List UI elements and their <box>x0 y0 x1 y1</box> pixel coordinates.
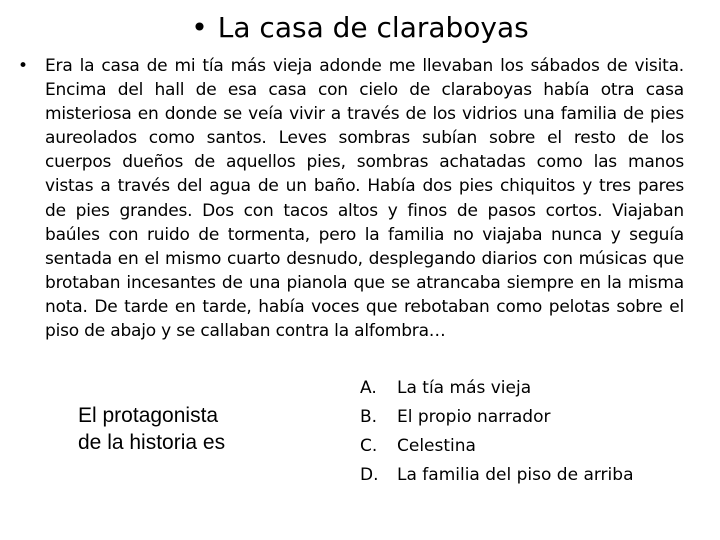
option-letter: B. <box>360 407 378 427</box>
option-text: Celestina <box>397 436 476 456</box>
option-d <box>360 461 633 490</box>
option-text: El propio narrador <box>397 407 551 427</box>
paragraph-text: Era la casa de mi tía más vieja adonde me llevaban los sábados de visita. Encima del hall de esa casa con cielo de claraboyas había otra casa misteriosa en donde se veía vivir a través de los vidrios una familia de pies aureolados como santos. Leves sombras subían sobre el resto de los cuerpos dueños de aquellos pies, sombras achatadas como las manos vistas a través del agua de un baño. Había dos pies chiquitos y tres pares de pies grandes. Dos con tacos altos y finos de pasos cortos. Viajaban baúles con ruido de tormenta, pero la familia no viajaba nunca y seguía sentada en el mismo cuarto desnudo, desplegando diarios con músicas que brotaban incesantes de una pianola que se atrancaba siempre en la misma nota. De tarde en tarde, había voces que rebotaban como pelotas sobre el piso de abajo y se callaban contra la alfombra… <box>45 56 684 342</box>
option-b <box>360 403 633 432</box>
answer-options <box>360 374 633 490</box>
option-c <box>360 432 633 461</box>
slide-title <box>0 8 720 48</box>
option-text: La tía más vieja <box>397 378 532 398</box>
option-letter: A. <box>360 378 377 398</box>
question-prompt <box>78 402 308 456</box>
question-line-2: de la historia es <box>78 431 226 454</box>
story-paragraph <box>18 54 684 343</box>
option-a <box>360 374 633 403</box>
title-bullet: • <box>191 11 208 44</box>
option-text: La familia del piso de arriba <box>397 465 634 485</box>
title-text: La casa de claraboyas <box>217 11 529 44</box>
option-letter: C. <box>360 436 378 456</box>
paragraph-bullet: • <box>18 56 29 76</box>
option-letter: D. <box>360 465 379 485</box>
question-line-1: El protagonista <box>78 404 219 427</box>
